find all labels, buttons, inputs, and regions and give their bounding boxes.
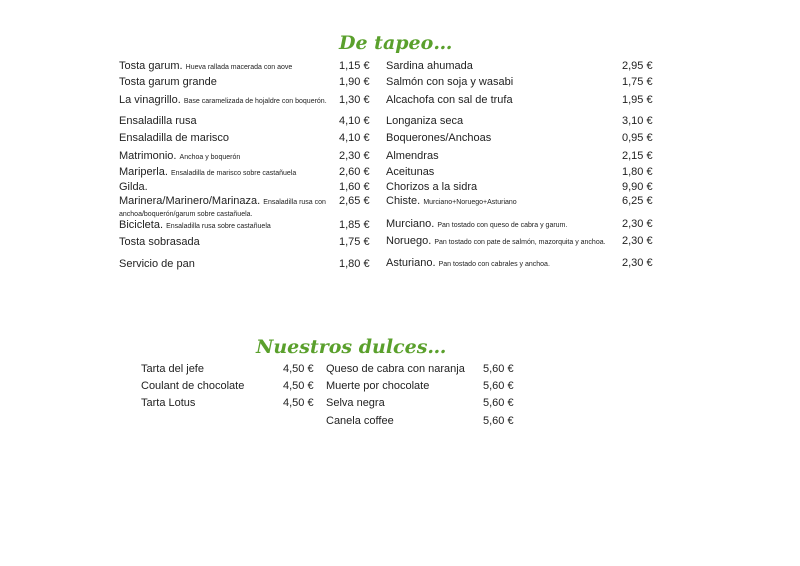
- item-price: 1,90 €: [339, 76, 370, 88]
- item-name: Selva negra: [326, 397, 385, 409]
- item-name: Boquerones/Anchoas: [386, 132, 492, 144]
- menu-item: [119, 76, 370, 94]
- item-name: Muerte por chocolate: [326, 380, 430, 392]
- menu-item: [386, 150, 653, 166]
- item-price: 5,60 €: [483, 415, 514, 427]
- item-price: 1,85 €: [339, 219, 370, 231]
- menu-item: [119, 166, 370, 181]
- item-description: Ensaladilla rusa con anchoa/boquerón/garum sobre castañuela.: [119, 199, 326, 218]
- menu-column: [326, 363, 514, 432]
- item-name: Noruego.: [386, 235, 432, 247]
- menu-item: [119, 195, 370, 219]
- item-name: Canela coffee: [326, 415, 394, 427]
- item-name-cell: [119, 150, 333, 162]
- item-name-cell: [119, 166, 333, 178]
- item-description: Pan tostado con cabrales y anchoa.: [438, 261, 550, 268]
- item-name: Tosta garum grande: [119, 76, 217, 88]
- item-name: Chiste.: [386, 195, 421, 207]
- item-name-cell: [386, 235, 616, 247]
- item-name-cell: [119, 181, 333, 193]
- item-name: Alcachofa con sal de trufa: [386, 94, 513, 106]
- menu-item: [326, 415, 514, 432]
- item-name-cell: [119, 76, 333, 88]
- menu-column: [141, 363, 314, 414]
- item-price: 3,10 €: [622, 115, 653, 127]
- menu-item: [386, 181, 653, 195]
- item-name: Servicio de pan: [119, 258, 195, 270]
- menu-column: [119, 60, 370, 274]
- item-name-cell: [119, 236, 333, 248]
- item-price: 0,95 €: [622, 132, 653, 144]
- item-name-cell: [386, 76, 616, 88]
- item-name: Aceitunas: [386, 166, 435, 178]
- item-name: Ensaladilla de marisco: [119, 132, 230, 144]
- menu-item: [386, 166, 653, 181]
- item-name-cell: [386, 132, 616, 144]
- item-name: Salmón con soja y wasabi: [386, 76, 514, 88]
- menu-column: [386, 60, 653, 273]
- item-price: 4,50 €: [283, 397, 314, 409]
- item-price: 1,15 €: [339, 60, 370, 72]
- menu-item: [386, 94, 653, 115]
- item-description: Base caramelizada de hojaldre con boquerón.: [183, 98, 327, 105]
- item-name: Tosta sobrasada: [119, 236, 200, 248]
- item-name-cell: [386, 60, 616, 72]
- item-name-cell: [386, 195, 616, 207]
- item-name-cell: [141, 380, 277, 392]
- item-name: Murciano.: [386, 218, 435, 230]
- item-name-cell: [119, 115, 333, 127]
- menu-item: [119, 115, 370, 132]
- menu-item: [119, 94, 370, 115]
- menu-item: [119, 258, 370, 274]
- menu-item: [119, 219, 370, 236]
- item-name: Gilda.: [119, 181, 148, 193]
- menu-item: [119, 150, 370, 166]
- item-price: 1,60 €: [339, 181, 370, 193]
- menu-item: [141, 363, 314, 380]
- item-description: Pan tostado con pate de salmón, mazorquita y anchoa.: [434, 239, 606, 246]
- item-name-cell: [119, 132, 333, 144]
- item-name-cell: [119, 195, 333, 219]
- item-name-cell: [386, 94, 616, 106]
- menu-item: [326, 397, 514, 415]
- item-name: Bicicleta.: [119, 219, 164, 231]
- item-price: 4,50 €: [283, 363, 314, 375]
- item-price: 2,60 €: [339, 166, 370, 178]
- menu-item: [386, 218, 653, 235]
- item-price: 1,80 €: [339, 258, 370, 270]
- menu-item: [386, 257, 653, 273]
- item-name-cell: [386, 218, 616, 230]
- item-name-cell: [386, 150, 616, 162]
- item-name: Almendras: [386, 150, 439, 162]
- item-price: 4,50 €: [283, 380, 314, 392]
- item-price: 9,90 €: [622, 181, 653, 193]
- item-name-cell: [386, 166, 616, 178]
- item-description: Murciano+Noruego+Asturiano: [423, 199, 517, 206]
- item-price: 2,30 €: [339, 150, 370, 162]
- item-description: Pan tostado con queso de cabra y garum.: [437, 222, 568, 229]
- item-name: Queso de cabra con naranja: [326, 363, 465, 375]
- item-price: 6,25 €: [622, 195, 653, 207]
- item-name-cell: [326, 397, 477, 409]
- item-name: Longaniza seca: [386, 115, 464, 127]
- menu-item: [386, 115, 653, 132]
- menu-item: [326, 380, 514, 397]
- item-price: 5,60 €: [483, 363, 514, 375]
- menu-item: [386, 76, 653, 94]
- item-price: 5,60 €: [483, 397, 514, 409]
- item-description: Ensaladilla rusa sobre castañuela: [166, 223, 271, 230]
- item-price: 2,95 €: [622, 60, 653, 72]
- menu-item: [119, 132, 370, 150]
- menu-item: [326, 363, 514, 380]
- item-price: 2,65 €: [339, 195, 370, 207]
- item-name: Tarta del jefe: [141, 363, 204, 375]
- item-name: Sardina ahumada: [386, 60, 473, 72]
- item-description: Anchoa y boquerón: [179, 154, 241, 161]
- item-name-cell: [386, 115, 616, 127]
- item-price: 2,30 €: [622, 218, 653, 230]
- item-name-cell: [119, 258, 333, 270]
- item-price: 1,30 €: [339, 94, 370, 106]
- item-price: 1,75 €: [622, 76, 653, 88]
- item-description: Hueva rallada macerada con aove: [185, 64, 293, 71]
- item-name-cell: [141, 397, 277, 409]
- item-name: Ensaladilla rusa: [119, 115, 197, 127]
- item-name-cell: [119, 94, 333, 106]
- desserts-title: Nuestros dulces…: [256, 336, 447, 358]
- item-price: 2,30 €: [622, 235, 653, 247]
- item-price: 2,15 €: [622, 150, 653, 162]
- item-name-cell: [326, 380, 477, 392]
- item-name: La vinagrillo.: [119, 94, 181, 106]
- item-price: 5,60 €: [483, 380, 514, 392]
- menu-item: [119, 181, 370, 195]
- item-name: Mariperla.: [119, 166, 168, 178]
- item-name: Asturiano.: [386, 257, 436, 269]
- item-name-cell: [141, 363, 277, 375]
- menu-item: [141, 380, 314, 397]
- menu-item: [386, 60, 653, 76]
- menu-item: [386, 132, 653, 150]
- item-price: 1,75 €: [339, 236, 370, 248]
- item-description: Ensaladilla de marisco sobre castañuela: [170, 170, 297, 177]
- item-price: 4,10 €: [339, 115, 370, 127]
- item-name: Tosta garum.: [119, 60, 183, 72]
- menu-item: [386, 195, 653, 218]
- item-price: 4,10 €: [339, 132, 370, 144]
- item-name-cell: [386, 181, 616, 193]
- item-name: Coulant de chocolate: [141, 380, 245, 392]
- tapas-title: De tapeo…: [339, 32, 453, 54]
- item-name: Chorizos a la sidra: [386, 181, 478, 193]
- item-name-cell: [326, 415, 477, 427]
- item-name: Matrimonio.: [119, 150, 177, 162]
- menu-item: [141, 397, 314, 414]
- menu-item: [386, 235, 653, 257]
- item-price: 2,30 €: [622, 257, 653, 269]
- item-price: 1,80 €: [622, 166, 653, 178]
- menu-item: [119, 236, 370, 258]
- menu-item: [119, 60, 370, 76]
- item-name-cell: [326, 363, 477, 375]
- item-name: Tarta Lotus: [141, 397, 196, 409]
- item-name: Marinera/Marinero/Marinaza.: [119, 195, 261, 207]
- item-name-cell: [119, 219, 333, 231]
- item-name-cell: [119, 60, 333, 72]
- item-price: 1,95 €: [622, 94, 653, 106]
- item-name-cell: [386, 257, 616, 269]
